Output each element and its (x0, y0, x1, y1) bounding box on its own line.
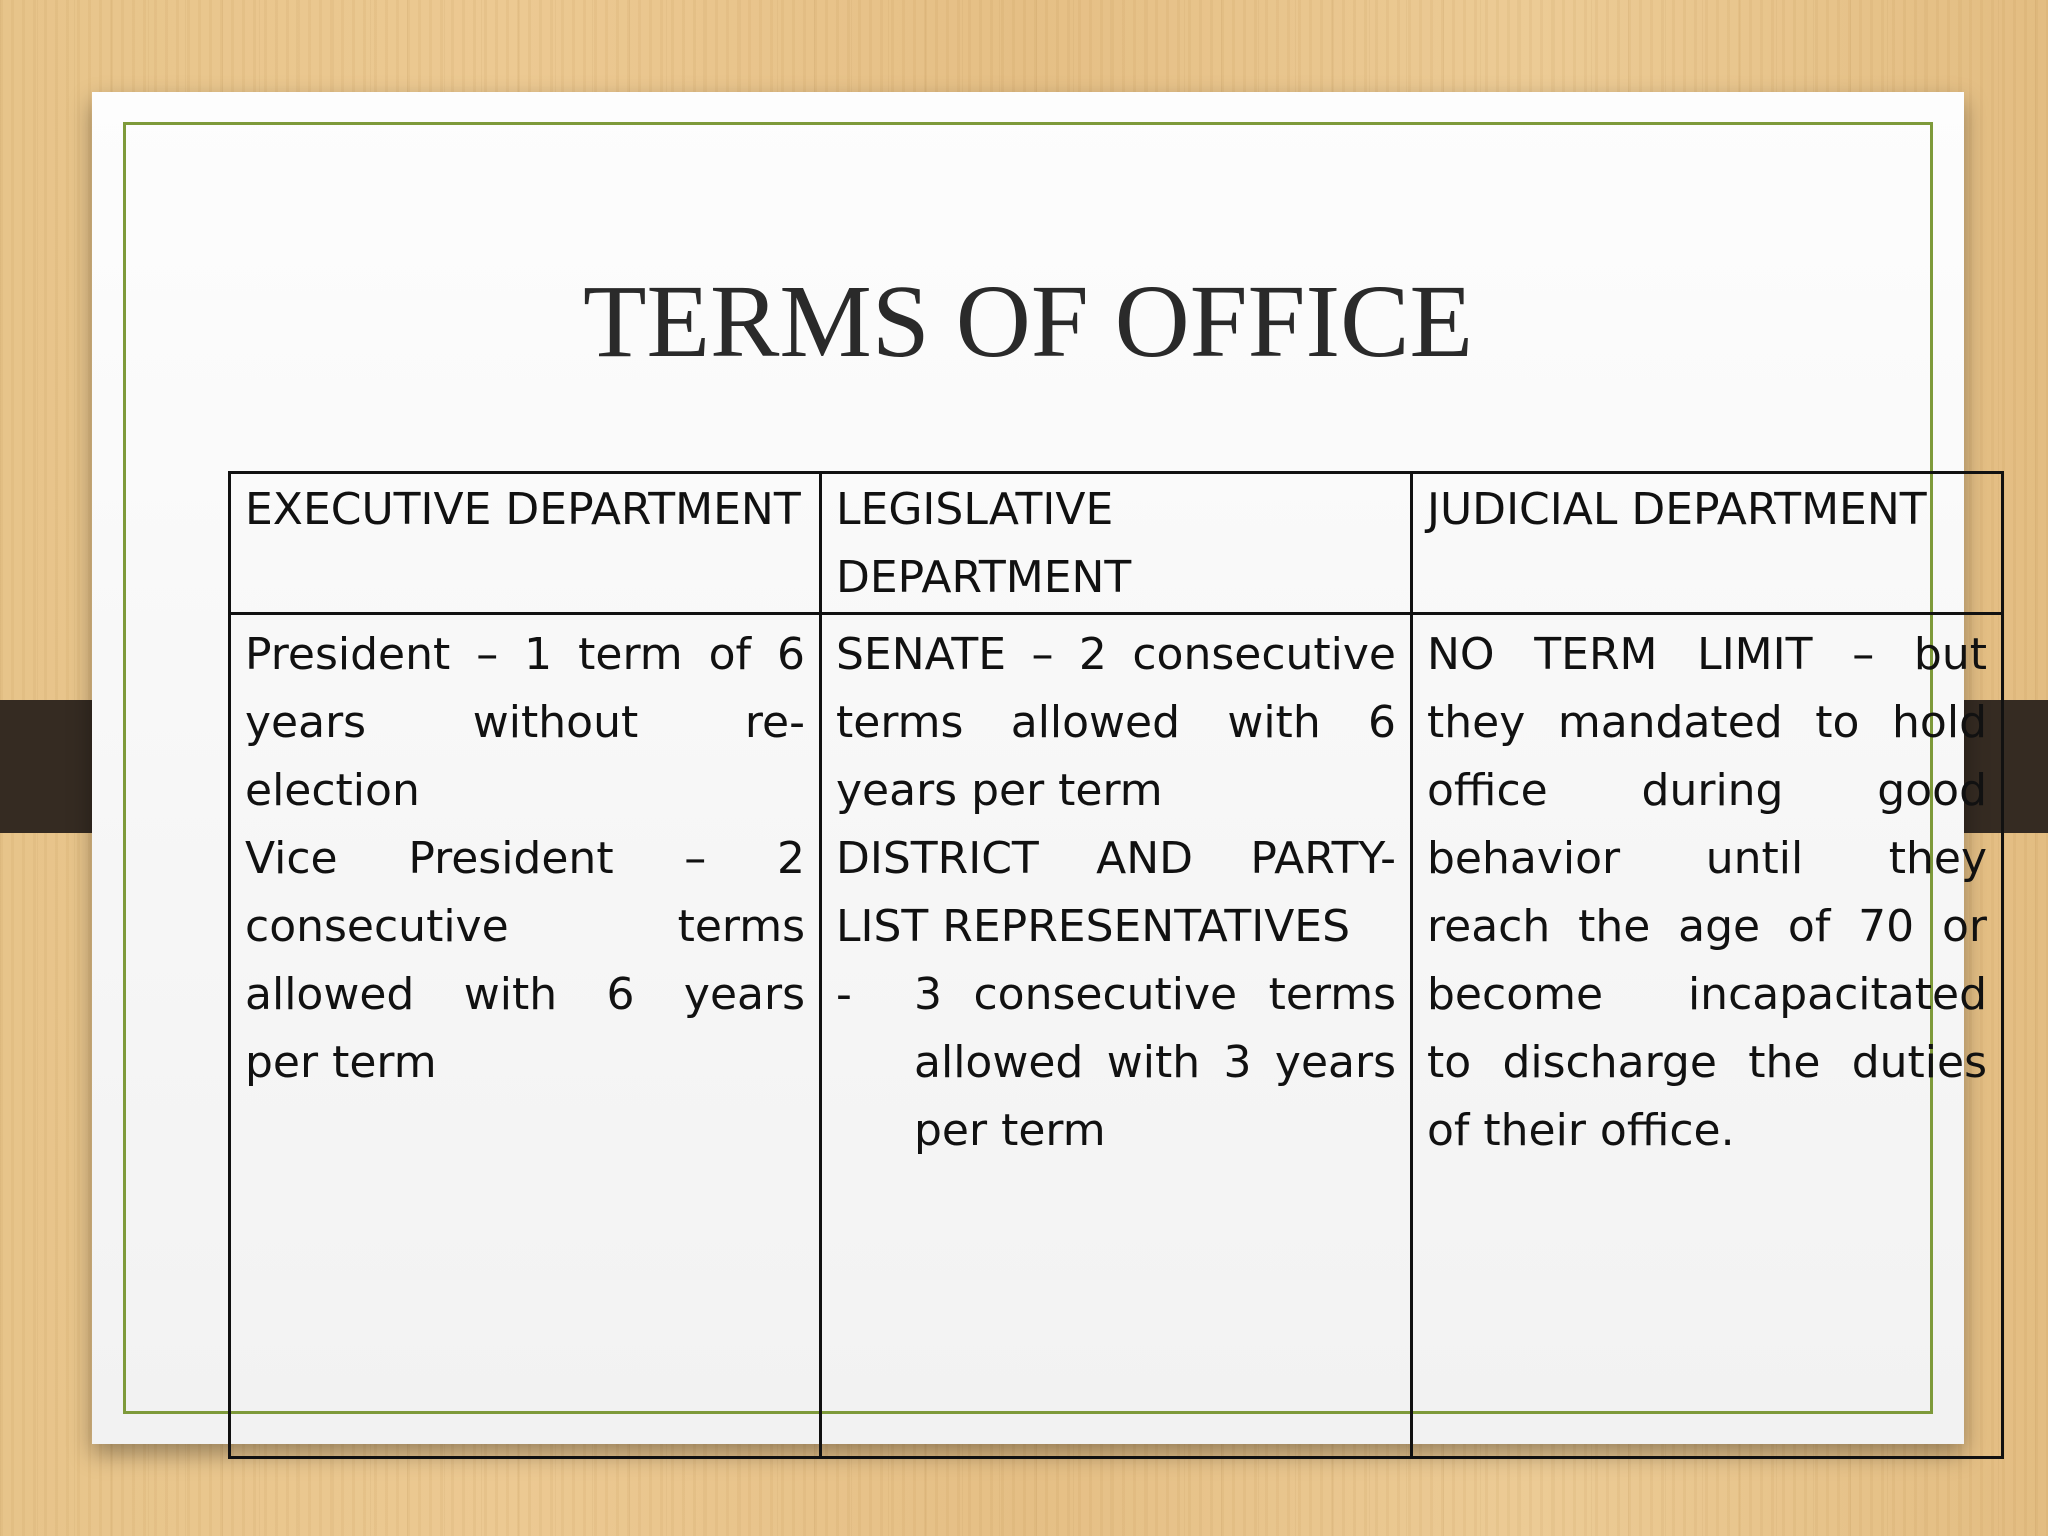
header-judicial: JUDICIAL DEPARTMENT (1412, 473, 2003, 614)
bullet-line: per term (914, 1105, 1106, 1156)
jud-line: to discharge the duties (1427, 1037, 1987, 1088)
leg-line: SENATE – 2 consecutive (836, 629, 1396, 680)
exec-line: election (245, 765, 420, 816)
slide-card (92, 92, 1987, 1444)
bullet-line: allowed with 3 years (914, 1037, 1396, 1088)
leg-line: DISTRICT AND PARTY- (836, 833, 1396, 884)
bullet-dash: - (836, 969, 852, 1020)
leg-line: LIST REPRESENTATIVES (836, 901, 1351, 952)
terms-table (228, 471, 2004, 1459)
jud-line: become incapacitated (1427, 969, 1987, 1020)
exec-line: allowed with 6 years (245, 969, 805, 1020)
cell-executive (230, 614, 821, 1458)
slide-title: TERMS OF OFFICE (583, 264, 1473, 379)
jud-line: behavior until they (1427, 833, 1987, 884)
cell-judicial (1412, 614, 2003, 1458)
jud-line: they mandated to hold (1427, 697, 1987, 748)
table-header-row (230, 473, 2003, 614)
header-executive: EXECUTIVE DEPARTMENT (230, 473, 821, 614)
jud-line: office during good (1427, 765, 1987, 816)
jud-line: reach the age of 70 or (1427, 901, 1987, 952)
bullet-text (914, 961, 1396, 1165)
representatives-bullet (836, 961, 1396, 1165)
exec-line: Vice President – 2 (245, 833, 805, 884)
cell-legislative (821, 614, 1412, 1458)
leg-line: years per term (836, 765, 1163, 816)
exec-line: President – 1 term of 6 (245, 629, 805, 680)
exec-line: consecutive terms (245, 901, 805, 952)
exec-line: per term (245, 1037, 437, 1088)
exec-line: years without re- (245, 697, 805, 748)
jud-line: of their office. (1427, 1105, 1735, 1156)
leg-line: terms allowed with 6 (836, 697, 1396, 748)
header-legislative: LEGISLATIVE DEPARTMENT (821, 473, 1412, 614)
table-body-row (230, 614, 2003, 1458)
jud-line: NO TERM LIMIT – but (1427, 629, 1987, 680)
bullet-line: 3 consecutive terms (914, 969, 1396, 1020)
